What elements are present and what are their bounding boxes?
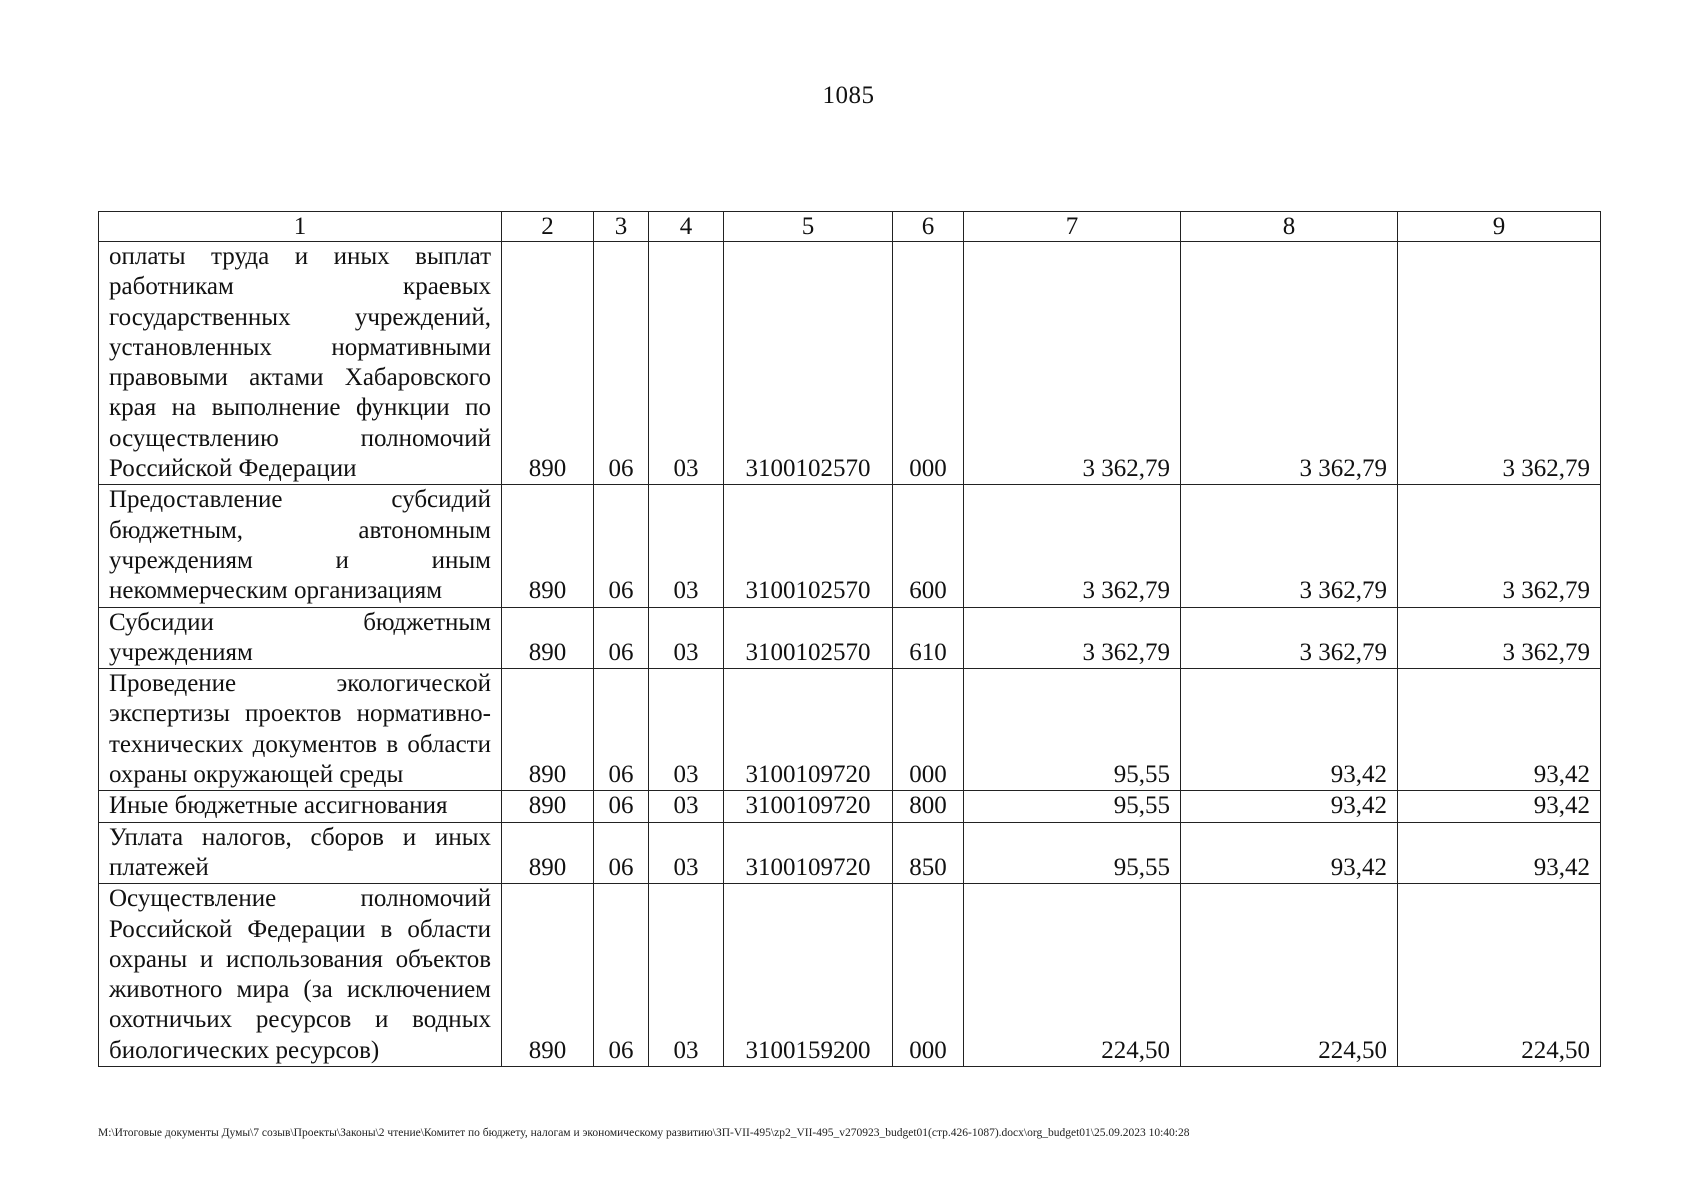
amount-col7: 95,55 [964,791,1181,822]
expense-type-code: 000 [893,884,964,1067]
subsection-code: 03 [649,822,724,884]
target-article-code: 3100159200 [724,884,893,1067]
amount-col8: 3 362,79 [1181,485,1398,607]
ministry-code: 890 [502,242,594,485]
row-description: Осуществление полномочий Российской Федерации в области охраны и использования объектов животного мира (за исключением охотничьих ресурсов и водных биологических ресурсов) [99,884,502,1067]
column-header: 2 [502,212,594,242]
amount-col7: 3 362,79 [964,485,1181,607]
column-header: 7 [964,212,1181,242]
section-code: 06 [594,822,649,884]
amount-col7: 95,55 [964,669,1181,791]
amount-col7: 224,50 [964,884,1181,1067]
expense-type-code: 850 [893,822,964,884]
expense-type-code: 000 [893,669,964,791]
amount-col9: 3 362,79 [1398,242,1601,485]
row-description: Проведение экологической экспертизы проектов нормативно-технических документов в области охраны окружающей среды [99,669,502,791]
column-header: 1 [99,212,502,242]
amount-col7: 3 362,79 [964,607,1181,669]
expense-type-code: 000 [893,242,964,485]
amount-col9: 93,42 [1398,822,1601,884]
budget-table [98,211,1601,1067]
amount-col7: 95,55 [964,822,1181,884]
column-header: 9 [1398,212,1601,242]
subsection-code: 03 [649,485,724,607]
ministry-code: 890 [502,822,594,884]
amount-col8: 3 362,79 [1181,242,1398,485]
amount-col8: 93,42 [1181,791,1398,822]
column-header: 4 [649,212,724,242]
target-article-code: 3100109720 [724,791,893,822]
amount-col8: 93,42 [1181,822,1398,884]
table-row [99,791,1601,822]
target-article-code: 3100109720 [724,822,893,884]
ministry-code: 890 [502,884,594,1067]
page-number: 1085 [822,82,875,109]
amount-col9: 93,42 [1398,791,1601,822]
section-code: 06 [594,607,649,669]
subsection-code: 03 [649,607,724,669]
ministry-code: 890 [502,669,594,791]
subsection-code: 03 [649,242,724,485]
row-description: Субсидии бюджетным учреждениям [99,607,502,669]
ministry-code: 890 [502,607,594,669]
column-header: 6 [893,212,964,242]
subsection-code: 03 [649,791,724,822]
subsection-code: 03 [649,669,724,791]
target-article-code: 3100102570 [724,242,893,485]
target-article-code: 3100102570 [724,607,893,669]
column-header: 5 [724,212,893,242]
amount-col9: 93,42 [1398,669,1601,791]
target-article-code: 3100102570 [724,485,893,607]
table-row [99,485,1601,607]
expense-type-code: 800 [893,791,964,822]
amount-col7: 3 362,79 [964,242,1181,485]
row-description: оплаты труда и иных выплат работникам краевых государственных учреждений, установленных нормативными правовыми актами Хабаровского края на выполнение функции по осуществлению полномочий Российской Федерации [99,242,502,485]
amount-col9: 224,50 [1398,884,1601,1067]
amount-col8: 224,50 [1181,884,1398,1067]
amount-col8: 93,42 [1181,669,1398,791]
amount-col9: 3 362,79 [1398,607,1601,669]
section-code: 06 [594,669,649,791]
section-code: 06 [594,884,649,1067]
table-row [99,607,1601,669]
section-code: 06 [594,242,649,485]
file-path-footer: M:\Итоговые документы Думы\7 созыв\Проекты\Законы\2 чтение\Комитет по бюджету, налогам и экономическому развитию\ЗП-VII-495\zp2_VII-495_v270923_budget01(стр.426-1087).docx\org_budget01\25.09.2023 10:40:28 [98,1127,1190,1139]
header-row [99,212,1601,242]
target-article-code: 3100109720 [724,669,893,791]
ministry-code: 890 [502,791,594,822]
section-code: 06 [594,485,649,607]
row-description: Уплата налогов, сборов и иных платежей [99,822,502,884]
subsection-code: 03 [649,884,724,1067]
ministry-code: 890 [502,485,594,607]
table-row [99,242,1601,485]
table-row [99,884,1601,1067]
amount-col9: 3 362,79 [1398,485,1601,607]
column-header: 3 [594,212,649,242]
column-header: 8 [1181,212,1398,242]
expense-type-code: 610 [893,607,964,669]
row-description: Иные бюджетные ассигнования [99,791,502,822]
row-description: Предоставление субсидий бюджетным, автономным учреждениям и иным некоммерческим организациям [99,485,502,607]
amount-col8: 3 362,79 [1181,607,1398,669]
table-row [99,669,1601,791]
table-row [99,822,1601,884]
section-code: 06 [594,791,649,822]
expense-type-code: 600 [893,485,964,607]
